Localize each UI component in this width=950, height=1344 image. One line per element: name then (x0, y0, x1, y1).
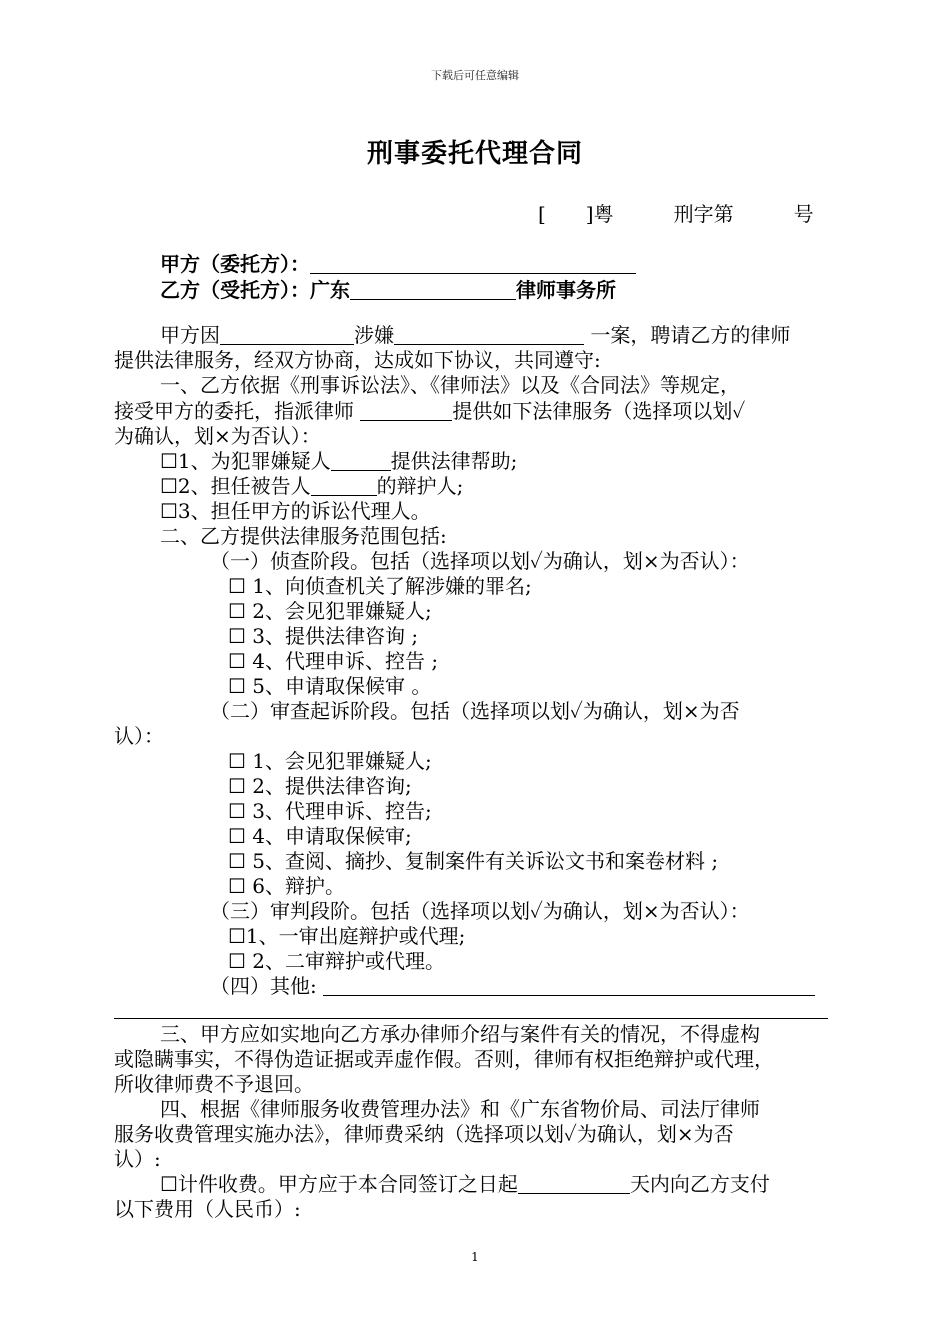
lawyer-blank (360, 400, 452, 421)
header-note: 下载后可任意编辑 (431, 69, 519, 82)
party-a-label: 甲方（委托方）： (160, 252, 310, 276)
stage-1-item[interactable]: ☐ 2、会见犯罪嫌疑人; (228, 599, 432, 623)
clause1-line-3: 为确认，划×为否认）： (114, 424, 321, 448)
case-number: [ ]粤 刑字第 号 (538, 202, 814, 226)
stage-2-item[interactable]: ☐ 4、申请取保候审; (228, 824, 412, 848)
option-1-text: ☐1、为犯罪嫌疑人 (160, 449, 331, 473)
option-1-text-b: 提供法律帮助; (390, 449, 518, 473)
clause3-line-1: 三、甲方应如实地向乙方承办律师介绍与案件有关的情况，不得虚构 (160, 1022, 760, 1046)
stage-4-line (210, 974, 815, 998)
party-b-line (160, 274, 616, 303)
stage-2-heading: （二）审查起诉阶段。包括（选择项以划✓为确认，划×为否 (210, 699, 740, 723)
intro-line-1 (160, 323, 790, 347)
clause4-option-piece-rate[interactable] (160, 1172, 770, 1196)
clause4-line-3: 认）: (114, 1147, 161, 1171)
stage-3-heading: （三）审判段阶。包括（选择项以划✓为确认，划×为否认）： (210, 899, 750, 923)
stage-2-item[interactable]: ☐ 5、查阅、摘抄、复制案件有关诉讼文书和案卷材料 ; (228, 849, 719, 873)
contract-title: 刑事委托代理合同 (366, 139, 583, 169)
other-blank (323, 975, 815, 996)
firm-name-blank (350, 279, 516, 300)
clause4-line-1: 四、根据《律师服务收费管理办法》和《广东省物价局、司法厅律师 (160, 1097, 760, 1121)
piece-rate-text-a: ☐计件收费。甲方应于本合同签订之日起 (160, 1172, 518, 1196)
clause1-line-2 (114, 399, 745, 423)
intro-text-a: 甲方因 (160, 323, 220, 347)
days-blank (518, 1173, 630, 1194)
stage-3-item[interactable]: ☐ 2、二审辩护或代理。 (228, 949, 446, 973)
clause4-option-line-2: 以下费用（人民币）: (114, 1197, 301, 1221)
clause1-option-1[interactable] (160, 449, 517, 473)
option-2-text-b: 的辩护人; (376, 474, 464, 498)
clause2-heading: 二、乙方提供法律服务范围包括: (160, 524, 447, 548)
intro-text-b: 涉嫌 (354, 323, 394, 347)
stage-1-item[interactable]: ☐ 3、提供法律咨询 ; (228, 624, 419, 648)
stage-3-item[interactable]: ☐1、一审出庭辩护或代理; (228, 924, 466, 948)
clause1-option-3[interactable]: ☐3、担任甲方的诉讼代理人。 (160, 499, 431, 523)
clause4-line-2: 服务收费管理实施办法》，律师费采纳（选择项以划✓为确认，划×为否 (114, 1122, 734, 1146)
stage-2-item[interactable]: ☐ 1、会见犯罪嫌疑人; (228, 749, 432, 773)
stage-1-item[interactable]: ☐ 4、代理申诉、控告 ; (228, 649, 439, 673)
party-a-line (160, 248, 636, 277)
clause3-line-2: 或隐瞒事实，不得伪造证据或弄虚作假。否则，律师有权拒绝辩护或代理， (114, 1047, 774, 1071)
client-blank (220, 324, 354, 345)
charge-blank (394, 324, 584, 345)
stage-4-heading: （四）其他: (210, 974, 324, 998)
clause1-option-2[interactable] (160, 474, 463, 498)
page-number: 1 (471, 1250, 479, 1264)
stage-2-item[interactable]: ☐ 3、代理申诉、控告; (228, 799, 432, 823)
stage-1-item[interactable]: ☐ 5、申请取保候审 。 (228, 674, 432, 698)
party-a-blank (310, 253, 636, 274)
other-blank-line-2 (114, 1018, 828, 1019)
stage-2-item[interactable]: ☐ 2、提供法律咨询; (228, 774, 412, 798)
stage-1-item[interactable]: ☐ 1、向侦查机关了解涉嫌的罪名; (228, 574, 532, 598)
suspect-blank (331, 450, 391, 471)
clause1-text-b: 提供如下法律服务（选择项以划✓ (452, 399, 746, 423)
stage-2-item[interactable]: ☐ 6、辩护。 (228, 874, 346, 898)
option-2-text: ☐2、担任被告人 (160, 474, 311, 498)
stage-1-heading: （一）侦查阶段。包括（选择项以划✓为确认，划×为否认）： (210, 549, 750, 573)
intro-line-2: 提供法律服务，经双方协商，达成如下协议，共同遵守: (114, 348, 601, 372)
clause1-line-1: 一、乙方依据《刑事诉讼法》、《律师法》以及《合同法》等规定， (160, 373, 740, 397)
party-b-label: 乙方（受托方）：广东 (160, 278, 350, 302)
defendant-blank (311, 475, 377, 496)
piece-rate-text-b: 天内向乙方支付 (629, 1172, 770, 1196)
clause3-line-3: 所收律师费不予退回。 (114, 1072, 314, 1096)
stage-2-heading-cont: 认）： (114, 724, 164, 748)
clause1-text-a: 接受甲方的委托，指派律师 (114, 399, 361, 423)
party-b-suffix: 律师事务所 (516, 278, 616, 302)
intro-text-c: 一案，聘请乙方的律师 (584, 323, 791, 347)
